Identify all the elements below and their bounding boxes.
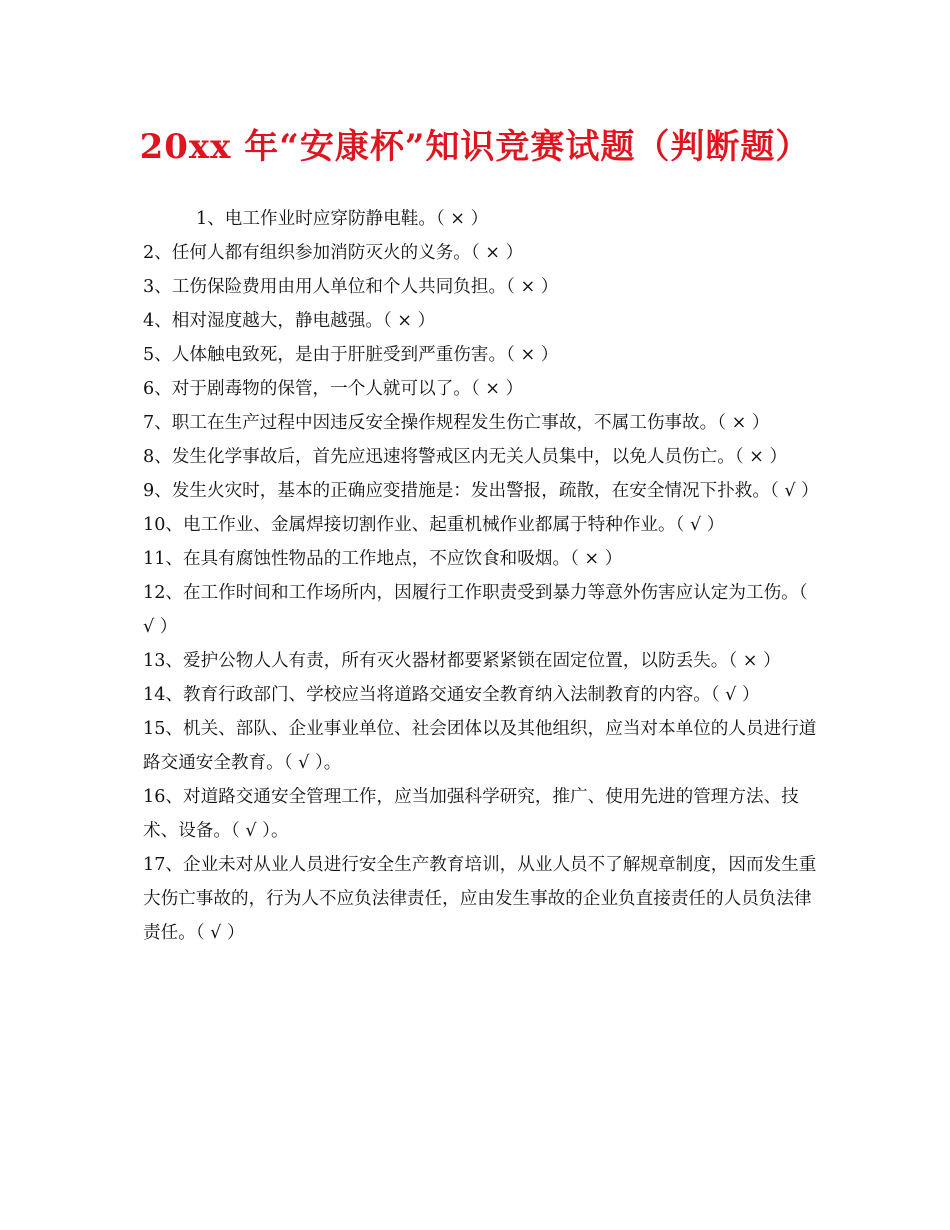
question-item: 7、职工在生产过程中因违反安全操作规程发生伤亡事故，不属工伤事故。（ × ） (143, 413, 770, 433)
question-item: 11、在具有腐蚀性物品的工作地点，不应饮食和吸烟。（ × ） (143, 549, 623, 569)
question-item: 12、在工作时间和工作场所内，因履行工作职责受到暴力等意外伤害应认定为工伤。（ √ ） (143, 583, 808, 637)
question-item: 14、教育行政部门、学校应当将道路交通安全教育纳入法制教育的内容。（ √ ） (143, 685, 760, 705)
question-item: 2、任何人都有组织参加消防灭火的义务。（ × ） (143, 243, 524, 263)
question-item: 16、对道路交通安全管理工作，应当加强科学研究，推广、使用先进的管理方法、技术、设备。（ √ ）。 (143, 787, 799, 841)
document-title: 20xx 年“安康杯”知识竞赛试题（判断题） (139, 127, 811, 167)
question-item: 5、人体触电致死，是由于肝脏受到严重伤害。（ × ） (143, 345, 559, 365)
question-item: 15、机关、部队、企业事业单位、社会团体以及其他组织，应当对本单位的人员进行道路交通安全教育。（ √ ）。 (143, 719, 817, 773)
question-list (143, 202, 823, 950)
question-item: 10、电工作业、金属焊接切割作业、起重机械作业都属于特种作业。（ √ ） (143, 515, 725, 535)
question-item: 17、企业未对从业人员进行安全生产教育培训，从业人员不了解规章制度，因而发生重大伤亡事故的，行为人不应负法律责任，应由发生事故的企业负直接责任的人员负法律责任。（ √ ） (143, 855, 817, 943)
question-item: 6、对于剧毒物的保管，一个人就可以了。（ × ） (143, 379, 524, 399)
question-item: 13、爱护公物人人有责，所有灭火器材都要紧紧锁在固定位置，以防丢失。（ × ） (143, 651, 781, 671)
question-item: 9、发生火灾时，基本的正确应变措施是：发出警报，疏散，在安全情况下扑救。（ √ ） (143, 481, 819, 501)
question-item: 4、相对湿度越大，静电越强。（ × ） (143, 311, 436, 331)
question-item: 1、电工作业时应穿防静电鞋。（ × ） (196, 209, 489, 229)
question-item: 8、发生化学事故后，首先应迅速将警戒区内无关人员集中，以免人员伤亡。（ × ） (143, 447, 788, 467)
question-item: 3、工伤保险费用由用人单位和个人共同负担。（ × ） (143, 277, 559, 297)
